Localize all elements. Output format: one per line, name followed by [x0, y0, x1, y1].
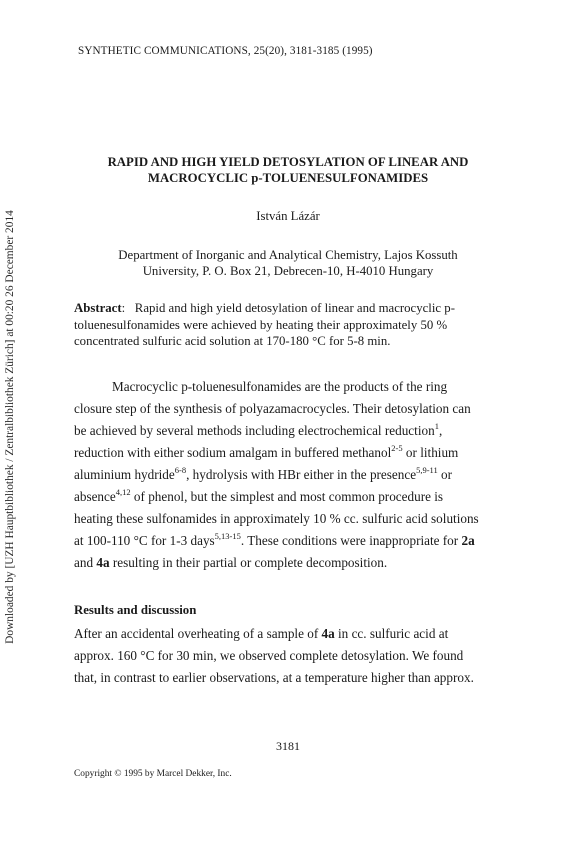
affiliation [0, 247, 576, 279]
page-number: 3181 [276, 739, 300, 753]
intro-line: reduction with either sodium amalgam in buffered methanol$^{2-5}$ or lithium [74, 442, 459, 460]
intro-line: absence$^{4,12}$ of phenol, but the simplest and most common procedure is [74, 486, 444, 504]
results-line: that, in contrast to earlier observations, at a temperature higher than approx. [74, 670, 474, 685]
compound-ref: 4a [321, 626, 335, 641]
abstract-line-3: concentrated sulfuric acid solution at 170-180 °C for 5-8 min. [74, 334, 391, 348]
citation: 5,9-11 [416, 464, 438, 475]
abstract-line-2: toluenesulfonamides were achieved by heating their approximately 50 % [74, 317, 448, 332]
affiliation-line-1: Department of Inorganic and Analytical Chemistry, Lajos Kossuth [118, 248, 458, 262]
abstract-line-1: Rapid and high yield detosylation of linear and macrocyclic p- [134, 301, 455, 315]
compound-ref: 2a [461, 533, 475, 548]
results-line: After an accidental overheating of a sample of 4a in cc. sulfuric acid at [74, 626, 449, 641]
intro-line: heating these sulfonamides in approximately 10 % cc. sulfuric acid solutions [74, 511, 479, 526]
affiliation-line-2: University, P. O. Box 21, Debrecen-10, H-4010 Hungary [142, 264, 434, 278]
abstract: Abstract: Rapid and high yield detosylation of linear and macrocyclic p- toluenesulfonamides were achieved by heating their approximately 50 % concentrated sulfuric acid solution at 170-180 °C for 5-8 min. [74, 300, 514, 350]
title-line-1: RAPID AND HIGH YIELD DETOSYLATION OF LINEAR AND [107, 155, 469, 169]
article-title [0, 154, 576, 186]
author-name: István Lázár [256, 209, 320, 223]
citation: 1 [434, 420, 439, 431]
results-paragraph [74, 623, 534, 689]
abstract-label: Abstract [74, 301, 122, 315]
results-line: approx. 160 °C for 30 min, we observed complete detosylation. We found [74, 648, 464, 663]
citation: 2-5 [391, 442, 403, 453]
intro-line: at 100-110 °C for 1-3 days$^{5,13-15}$. These conditions were inappropriate for 2a [74, 530, 475, 548]
citation: 4,12 [115, 486, 131, 497]
download-watermark: Downloaded by [UZH Hauptbibliothek / Zentralbibliothek Zürich] at 00:20 26 December 2014 [4, 210, 16, 644]
intro-line: and 4a resulting in their partial or complete decomposition. [74, 555, 388, 570]
intro-line: be achieved by several methods including electrochemical reduction$^1$, [74, 420, 443, 438]
compound-ref: 4a [96, 555, 110, 570]
intro-line: aluminium hydride$^{6-8}$, hydrolysis with HBr either in the presence$^{5,9-11}$ or [74, 464, 453, 482]
intro-paragraph [74, 376, 534, 574]
journal-header: SYNTHETIC COMMUNICATIONS, 25(20), 3181-3185 (1995) [78, 45, 373, 57]
intro-line: closure step of the synthesis of polyazamacrocycles. Their detosylation can [74, 401, 471, 416]
citation: 6-8 [174, 464, 187, 475]
citation: 5,13-15 [214, 530, 241, 541]
results-heading: Results and discussion [74, 603, 197, 617]
copyright: Copyright © 1995 by Marcel Dekker, Inc. [74, 769, 232, 779]
intro-line: Macrocyclic p-toluenesulfonamides are the products of the ring [112, 379, 448, 394]
title-line-2: MACROCYCLIC p-TOLUENESULFONAMIDES [147, 171, 429, 185]
